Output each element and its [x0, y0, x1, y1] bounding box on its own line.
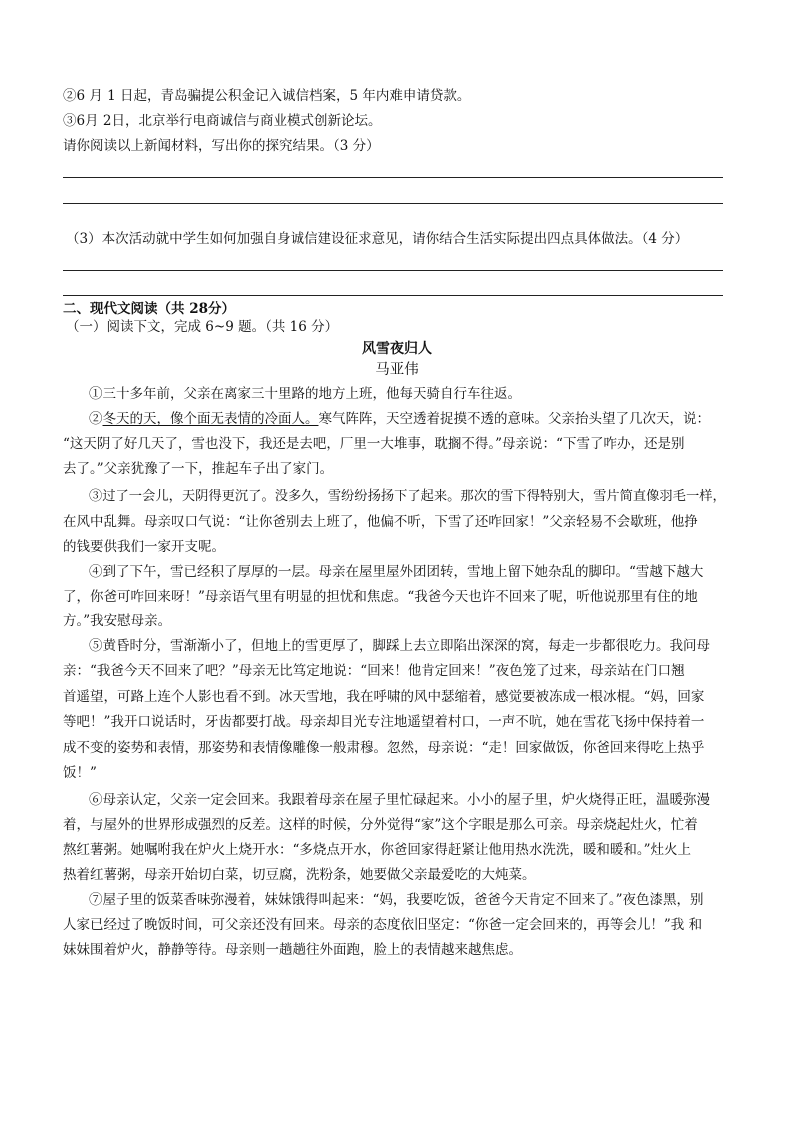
paragraph-5-line-4: 等吧！”我开口说话时，牙齿都要打战。母亲却目光专注地遥望着村口，一声不吭，她在雪花飞扬中保持着一 [63, 714, 705, 730]
paragraph-4-line-2: 了，你爸可咋回来呀！”母亲语气里有明显的担忧和焦虑。“我爸今天也许不回来了呢，听他说那里有住的地 [63, 589, 698, 605]
paragraph-text: 寒气阵阵，天空透着捉摸不透的意味。父亲抬头望了几次天，说： [318, 411, 710, 427]
news-item-2: ②6 月 1 日起，青岛骗提公积金记入诚信档案，5 年内难申请贷款。 [63, 88, 471, 104]
paragraph-6-line-3: 熬红薯粥。她嘱咐我在炉火上烧开水：“多烧点开水，你爸回家得赶紧让他用热水洗洗，暖和暖和。”灶火上 [63, 842, 692, 858]
answer-line [63, 177, 723, 178]
news-item-3: ③6月 2日，北京举行电商诚信与商业模式创新论坛。 [63, 113, 382, 129]
paragraph-5-line-3: 首遥望，可路上连个人影也看不到。冰天雪地，我在呼啸的风中瑟缩着，感觉要被冻成一根冰棍。“妈，回家 [63, 689, 705, 705]
paragraph-3-line-3: 的钱要供我们一家开支呢。 [63, 539, 225, 555]
paragraph-number: ② [89, 411, 103, 427]
article-title: 风雪夜归人 [362, 341, 432, 357]
paragraph-4-line-3: 方。”我安慰母亲。 [63, 613, 172, 629]
question-3: （3）本次活动就中学生如何加强自身诚信建设征求意见，请你结合生活实际提出四点具体做法。（4 分） [66, 231, 689, 247]
paragraph-2-line-1 [89, 410, 710, 428]
paragraph-6-line-4: 热着红薯粥，母亲开始切白菜，切豆腐，洗粉条，她要做父亲最爱吃的大炖菜。 [63, 867, 536, 883]
paragraph-5-line-2: 亲：“我爸今天不回来了吧？”母亲无比笃定地说：“回来！他肯定回来！”夜色笼了过来，母亲站在门口翘 [63, 663, 685, 679]
paragraph-5-line-1: ⑤黄昏时分，雪渐渐小了，但地上的雪更厚了，脚踩上去立即陷出深深的窝，每走一步都很吃力。我问母 [89, 638, 710, 654]
question-prompt: 请你阅读以上新闻材料，写出你的探究结果。（3 分） [63, 138, 380, 154]
paragraph-6-line-1: ⑥母亲认定，父亲一定会回来。我跟着母亲在屋子里忙碌起来。小小的屋子里，炉火烧得正旺，温暖弥漫 [89, 792, 710, 808]
paragraph-3-line-2: 在风中乱舞。母亲叹口气说：“让你爸别去上班了，他偏不听，下雪了还咋回家！”父亲轻易不会歇班，他挣 [63, 514, 698, 530]
paragraph-6-line-2: 着，与屋外的世界形成强烈的反差。这样的时候，分外觉得“家”这个字眼是那么可亲。母亲烧起灶火，忙着 [63, 817, 698, 833]
paragraph-5-line-5: 成不变的姿势和表情，那姿势和表情像雕像一般肃穆。忽然，母亲说：“走！回家做饭，你爸回来得吃上热乎 [63, 740, 705, 756]
answer-line [63, 270, 723, 271]
paragraph-5-line-6: 饭！” [63, 765, 97, 781]
paragraph-7-line-2: 人家已经过了晚饭时间，可父亲还没有回来。母亲的态度依旧坚定：“你爸一定会回来的，再等会儿！”我 和 [63, 917, 703, 933]
article-author: 马亚伟 [375, 362, 419, 378]
paragraph-4-line-1: ④到了下午，雪已经积了厚厚的一层。母亲在屋里屋外团团转，雪地上留下她杂乱的脚印。“雪越下越大 [89, 564, 704, 580]
paragraph-7-line-3: 妹妹围着炉火，静静等待。母亲则一趟趟往外面跑，脸上的表情越来越焦虑。 [63, 942, 522, 958]
paragraph-7-line-1: ⑦屋子里的饭菜香味弥漫着，妹妹饿得叫起来：“妈，我要吃饭，爸爸今天肯定不回来了。”夜色漆黑，别 [89, 892, 704, 908]
answer-line [63, 203, 723, 204]
paragraph-1: ①三十多年前，父亲在离家三十里路的地方上班，他每天骑自行车往返。 [89, 386, 521, 402]
underlined-sentence: 冬天的天，像个面无表情的冷面人。 [102, 411, 319, 427]
paragraph-2-line-3: 去了。”父亲犹豫了一下，推起车子出了家门。 [63, 461, 334, 477]
answer-line [63, 295, 723, 296]
paragraph-3-line-1: ③过了一会儿，天阴得更沉了。没多久，雪纷纷扬扬下了起来。那次的雪下得特别大，雪片简直像羽毛一样， [89, 489, 726, 504]
part-intro: （一）阅读下文，完成 6~9 题。（共 16 分） [66, 319, 339, 335]
paragraph-2-line-2: “这天阴了好几天了，雪也没下，我还是去吧，厂里一大堆事，耽搁不得。”母亲说：“下雪了咋办，还是别 [63, 436, 685, 452]
section-heading: 二、现代文阅读（共 28分） [63, 301, 235, 317]
